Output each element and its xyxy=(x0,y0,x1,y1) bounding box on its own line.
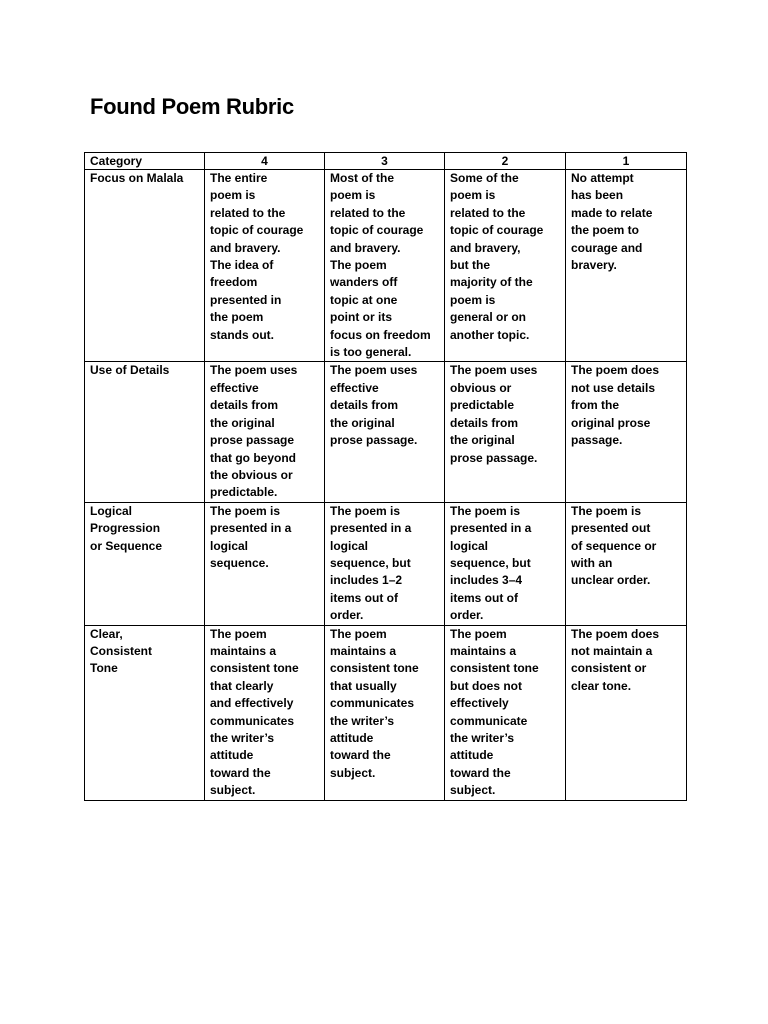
header-score-4: 4 xyxy=(205,153,325,170)
category-label: Use of Details xyxy=(90,363,170,378)
criterion-cell: The poem is presented in a logical sequence, but includes 1–2 items out of order. xyxy=(330,503,412,623)
header-row xyxy=(85,153,687,170)
row-use-of-details xyxy=(85,362,687,502)
criterion-cell: The poem uses effective details from the original prose passage that go beyond the obvious or predictable. xyxy=(210,363,298,500)
page-title: Found Poem Rubric xyxy=(90,94,294,119)
header-category: Category xyxy=(85,153,205,170)
criterion-cell: Most of the poem is related to the topic of courage and bravery. The poem wanders off topic at one point or its focus on freedom is too general. xyxy=(330,171,431,360)
header-score-2: 2 xyxy=(445,153,566,170)
criterion-cell: The entire poem is related to the topic of courage and bravery. The idea of freedom presented in the poem stands out. xyxy=(210,171,304,342)
criterion-cell: The poem maintains a consistent tone but does not effectively communicate the writer’s attitude toward the subject. xyxy=(450,626,539,798)
criterion-cell: The poem maintains a consistent tone that usually communicates the writer’s attitude toward the subject. xyxy=(330,626,419,780)
rubric-table xyxy=(84,152,687,801)
criterion-cell: The poem is presented in a logical sequence, but includes 3–4 items out of order. xyxy=(450,503,532,623)
criterion-cell: The poem is presented in a logical sequence. xyxy=(210,503,292,570)
criterion-cell: The poem is presented out of sequence or with an unclear order. xyxy=(571,503,657,588)
header-score-3: 3 xyxy=(325,153,445,170)
header-score-1: 1 xyxy=(566,153,687,170)
category-label: Focus on Malala xyxy=(90,171,184,185)
criterion-cell: The poem maintains a consistent tone that clearly and effectively communicates the writer’s attitude toward the subject. xyxy=(210,626,299,798)
criterion-cell: The poem does not use details from the original prose passage. xyxy=(571,363,660,448)
category-label: Clear, Consistent Tone xyxy=(90,626,153,676)
row-logical-progression xyxy=(85,502,687,625)
row-focus-on-malala xyxy=(85,170,687,362)
row-clear-consistent-tone xyxy=(85,625,687,800)
criterion-cell: The poem does not maintain a consistent or clear tone. xyxy=(571,626,660,693)
category-label: Logical Progression or Sequence xyxy=(90,503,163,553)
criterion-cell: The poem uses obvious or predictable details from the original prose passage. xyxy=(450,363,538,465)
criterion-cell: Some of the poem is related to the topic of courage and bravery, but the majority of the poem is general or on another topic. xyxy=(450,171,544,342)
criterion-cell: The poem uses effective details from the original prose passage. xyxy=(330,363,418,448)
criterion-cell: No attempt has been made to relate the poem to courage and bravery. xyxy=(571,171,653,273)
